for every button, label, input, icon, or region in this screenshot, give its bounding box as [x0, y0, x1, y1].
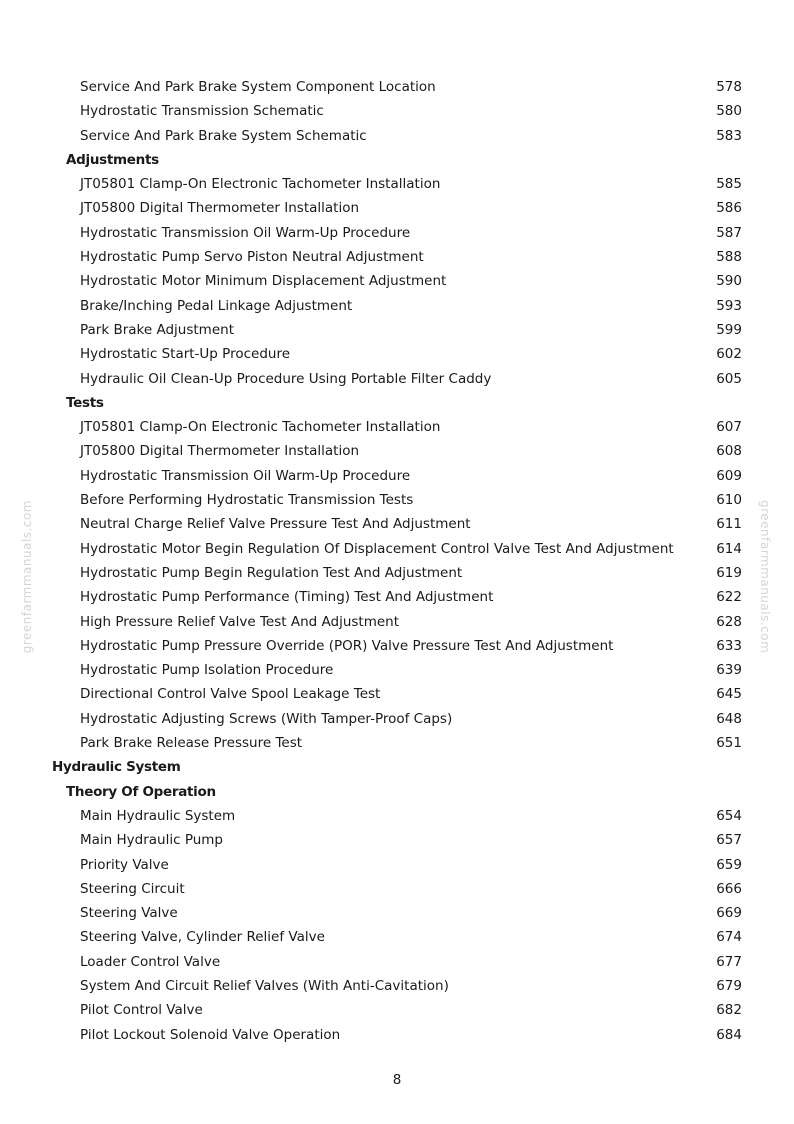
- toc-entry-page: 651: [716, 735, 742, 752]
- toc-entry-title: Loader Control Valve: [80, 953, 221, 970]
- toc-entry-page: 588: [716, 249, 742, 266]
- toc-entry-page: 583: [716, 127, 742, 144]
- toc-entry-page: 645: [716, 686, 742, 703]
- toc-entry-page: 679: [716, 977, 742, 994]
- toc-entry-page: 587: [716, 224, 742, 241]
- toc-entry[interactable]: [0, 367, 794, 391]
- toc-entry-title: Tests: [66, 394, 104, 411]
- table-of-contents: [0, 75, 794, 1047]
- toc-entry[interactable]: [0, 974, 794, 998]
- toc-entry[interactable]: [0, 682, 794, 706]
- toc-entry[interactable]: [0, 196, 794, 220]
- toc-entry-page: 586: [716, 200, 742, 217]
- toc-entry-title: Hydrostatic Adjusting Screws (With Tamper-Proof Caps): [80, 710, 453, 727]
- toc-entry[interactable]: [0, 269, 794, 293]
- toc-entry-page: 593: [716, 297, 742, 314]
- toc-entry-page: 607: [716, 419, 742, 436]
- toc-entry-page: 619: [716, 564, 742, 581]
- toc-entry-title: Hydrostatic Transmission Schematic: [80, 103, 324, 120]
- toc-entry-page: 666: [716, 880, 742, 897]
- toc-entry[interactable]: [0, 707, 794, 731]
- toc-entry-title: Park Brake Release Pressure Test: [80, 735, 303, 752]
- toc-entry-title: Hydrostatic Pump Servo Piston Neutral Adjustment: [80, 249, 424, 266]
- toc-entry[interactable]: [0, 512, 794, 536]
- toc-entry-page: 674: [716, 929, 742, 946]
- toc-entry-page: 602: [716, 346, 742, 363]
- toc-entry-title: Hydrostatic Pump Performance (Timing) Test And Adjustment: [80, 589, 494, 606]
- toc-entry-page: 684: [716, 1026, 742, 1043]
- toc-entry-page: 590: [716, 273, 742, 290]
- toc-entry-title: Hydrostatic Transmission Oil Warm-Up Procedure: [80, 467, 411, 484]
- toc-entry-title: System And Circuit Relief Valves (With Anti-Cavitation): [80, 977, 449, 994]
- toc-entry-title: Priority Valve: [80, 856, 169, 873]
- toc-entry[interactable]: [0, 634, 794, 658]
- toc-entry[interactable]: [0, 610, 794, 634]
- toc-entry-title: JT05800 Digital Thermometer Installation: [80, 200, 360, 217]
- toc-entry-title: JT05800 Digital Thermometer Installation: [80, 443, 360, 460]
- toc-subsection-heading[interactable]: [0, 391, 794, 415]
- toc-entry-page: 585: [716, 176, 742, 193]
- toc-entry-page: 682: [716, 1002, 742, 1019]
- toc-entry-title: Hydrostatic Pump Isolation Procedure: [80, 662, 334, 679]
- toc-entry[interactable]: [0, 488, 794, 512]
- toc-entry[interactable]: [0, 464, 794, 488]
- toc-entry-title: Hydraulic Oil Clean-Up Procedure Using Portable Filter Caddy: [80, 370, 492, 387]
- toc-entry-page: 605: [716, 370, 742, 387]
- toc-entry-title: Hydrostatic Motor Begin Regulation Of Displacement Control Valve Test And Adjustment: [80, 540, 674, 557]
- toc-entry-page: 677: [716, 953, 742, 970]
- toc-entry-title: Pilot Lockout Solenoid Valve Operation: [80, 1026, 341, 1043]
- toc-entry-title: JT05801 Clamp-On Electronic Tachometer Installation: [80, 419, 441, 436]
- toc-entry-title: Service And Park Brake System Component Location: [80, 79, 436, 95]
- toc-entry[interactable]: [0, 294, 794, 318]
- toc-entry[interactable]: [0, 998, 794, 1022]
- toc-entry[interactable]: [0, 439, 794, 463]
- toc-entry[interactable]: [0, 75, 794, 99]
- toc-entry[interactable]: [0, 415, 794, 439]
- toc-entry-page: 648: [716, 710, 742, 727]
- toc-entry-title: Service And Park Brake System Schematic: [80, 127, 367, 144]
- toc-entry-title: Neutral Charge Relief Valve Pressure Test And Adjustment: [80, 516, 471, 533]
- toc-entry-page: 610: [716, 492, 742, 509]
- toc-entry[interactable]: [0, 828, 794, 852]
- toc-entry-title: Brake/Inching Pedal Linkage Adjustment: [80, 297, 353, 314]
- toc-entry[interactable]: [0, 99, 794, 123]
- toc-entry[interactable]: [0, 537, 794, 561]
- toc-entry-page: 628: [716, 613, 742, 630]
- toc-entry[interactable]: [0, 1023, 794, 1047]
- toc-entry-page: 578: [716, 79, 742, 95]
- toc-subsection-heading[interactable]: [0, 148, 794, 172]
- toc-entry[interactable]: [0, 925, 794, 949]
- toc-entry-page: 657: [716, 832, 742, 849]
- toc-entry-page: 609: [716, 467, 742, 484]
- toc-entry-title: JT05801 Clamp-On Electronic Tachometer Installation: [80, 176, 441, 193]
- toc-entry[interactable]: [0, 561, 794, 585]
- toc-entry-title: Hydrostatic Start-Up Procedure: [80, 346, 291, 363]
- toc-entry-title: Hydrostatic Transmission Oil Warm-Up Procedure: [80, 224, 411, 241]
- toc-entry-page: 633: [716, 637, 742, 654]
- toc-entry-title: Hydrostatic Motor Minimum Displacement Adjustment: [80, 273, 447, 290]
- toc-entry-title: Directional Control Valve Spool Leakage Test: [80, 686, 381, 703]
- toc-entry-title: High Pressure Relief Valve Test And Adjustment: [80, 613, 400, 630]
- toc-entry-title: Main Hydraulic System: [80, 807, 236, 824]
- toc-entry[interactable]: [0, 318, 794, 342]
- toc-entry[interactable]: [0, 877, 794, 901]
- toc-entry-page: 639: [716, 662, 742, 679]
- toc-entry-title: Hydrostatic Pump Begin Regulation Test And Adjustment: [80, 564, 463, 581]
- toc-entry-page: 654: [716, 807, 742, 824]
- toc-entry-page: 580: [716, 103, 742, 120]
- toc-entry-title: Steering Circuit: [80, 880, 185, 897]
- toc-entry[interactable]: [0, 853, 794, 877]
- toc-entry-page: 669: [716, 905, 742, 922]
- toc-entry-title: Before Performing Hydrostatic Transmission Tests: [80, 492, 414, 509]
- toc-entry-title: Theory Of Operation: [66, 783, 216, 800]
- watermark-right: greenfarmmanuals.com: [758, 500, 772, 654]
- toc-entry[interactable]: [0, 221, 794, 245]
- toc-entry[interactable]: [0, 585, 794, 609]
- toc-entry[interactable]: [0, 658, 794, 682]
- toc-entry-page: 599: [716, 321, 742, 338]
- toc-entry-title: Steering Valve: [80, 905, 178, 922]
- toc-entry-page: 622: [716, 589, 742, 606]
- toc-entry-page: 614: [716, 540, 742, 557]
- toc-entry[interactable]: [0, 342, 794, 366]
- toc-entry[interactable]: [0, 731, 794, 755]
- toc-entry[interactable]: [0, 124, 794, 148]
- toc-entry[interactable]: [0, 950, 794, 974]
- toc-entry-title: Steering Valve, Cylinder Relief Valve: [80, 929, 325, 946]
- toc-entry-title: Hydraulic System: [52, 759, 181, 776]
- toc-entry-title: Hydrostatic Pump Pressure Override (POR) Valve Pressure Test And Adjustment: [80, 637, 614, 654]
- toc-entry[interactable]: [0, 172, 794, 196]
- toc-entry-page: 611: [716, 516, 742, 533]
- toc-entry[interactable]: [0, 245, 794, 269]
- toc-entry-page: 659: [716, 856, 742, 873]
- toc-entry[interactable]: [0, 804, 794, 828]
- toc-subsection-heading[interactable]: [0, 780, 794, 804]
- toc-section-heading[interactable]: [0, 755, 794, 779]
- toc-entry-title: Park Brake Adjustment: [80, 321, 234, 338]
- watermark-left: greenfarmmanuals.com: [20, 500, 34, 654]
- toc-entry-title: Pilot Control Valve: [80, 1002, 203, 1019]
- toc-entry-title: Adjustments: [66, 151, 159, 168]
- page-number: 8: [392, 1072, 402, 1088]
- toc-entry-title: Main Hydraulic Pump: [80, 832, 224, 849]
- toc-entry-page: 608: [716, 443, 742, 460]
- toc-entry[interactable]: [0, 901, 794, 925]
